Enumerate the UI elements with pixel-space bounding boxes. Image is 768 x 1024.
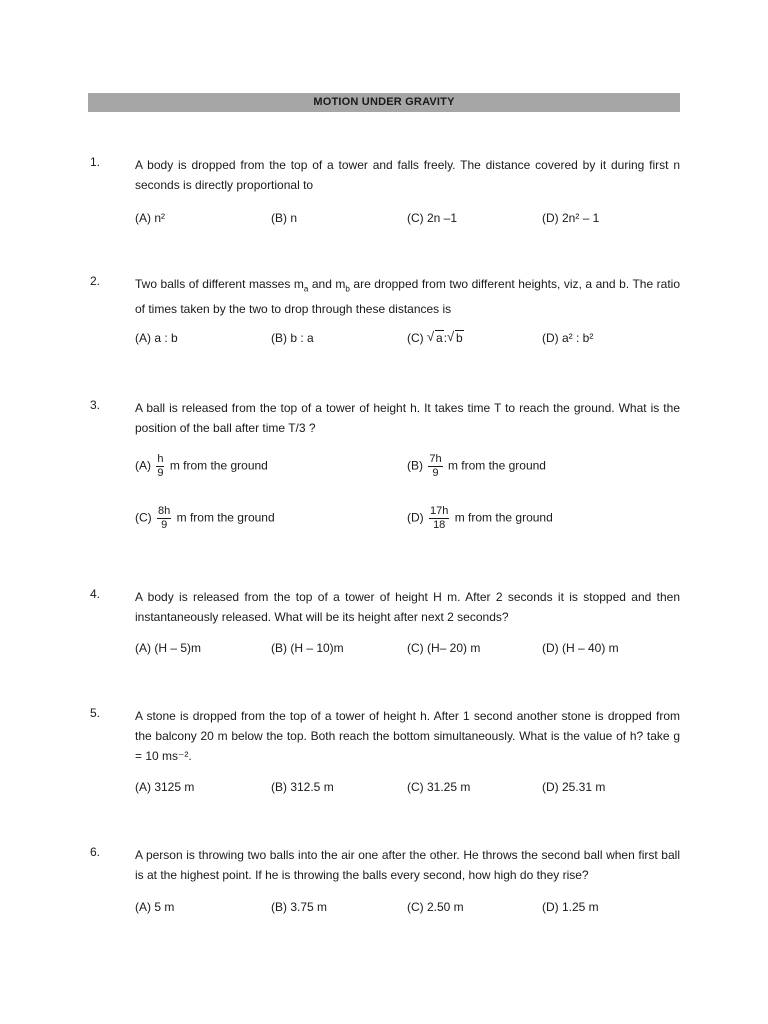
- section-title: MOTION UNDER GRAVITY: [88, 93, 680, 112]
- option-b: (B) b : a: [271, 331, 314, 345]
- question-text: Two balls of different masses $m_a$ and $m_b$ are dropped from two different heights, viz, a and b. The ratio of times taken by the two to drop through these distances is: [135, 277, 681, 317]
- option-a: (A) $\frac{h}{9}$ m from the ground: [135, 453, 268, 479]
- option-d: (D) a² : b²: [542, 331, 594, 345]
- option-a: (A) n²: [135, 211, 165, 225]
- option-c: (C) $\frac{8h}{9}$ m from the ground: [135, 505, 275, 531]
- option-a: (A) a : b: [135, 331, 178, 345]
- question-text: A ball is released from the top of a tower of height h. It takes time T to reach the ground. What is the position of the ball after time T/3 ?: [135, 401, 680, 435]
- question-text: A person is throwing two balls into the air one after the other. He throws the second ball when first ball is at the highest point. If he is throwing the balls every second, how high do they rise?: [135, 848, 680, 882]
- option-c: (C) 2.50 m: [407, 900, 464, 914]
- option-a: (A) 5 m: [135, 900, 175, 914]
- option-b: (B) n: [271, 211, 298, 225]
- option-d: (D) 2n² – 1: [542, 211, 600, 225]
- option-a: (A) (H – 5)m: [135, 641, 201, 655]
- question-text: A body is released from the top of a tower of height H m. After 2 seconds it is stopped and then instantaneously released. What will be its height after next 2 seconds?: [135, 590, 680, 624]
- question-number: 4.: [90, 587, 101, 601]
- option-d: (D) (H – 40) m: [542, 641, 619, 655]
- option-d: (D) 25.31 m: [542, 780, 606, 794]
- option-c: (C) (H– 20) m: [407, 641, 481, 655]
- option-b: (B) 312.5 m: [271, 780, 334, 794]
- question-number: 1.: [90, 155, 101, 169]
- option-a: (A) 3125 m: [135, 780, 195, 794]
- option-c: (C) 31.25 m: [407, 780, 471, 794]
- sqrt-b: √ b: [447, 329, 463, 345]
- option-b: (B) (H – 10)m: [271, 641, 344, 655]
- option-c: (C) √ a: √ b: [407, 329, 463, 345]
- option-b: (B) $\frac{7h}{9}$ m from the ground: [407, 453, 546, 479]
- option-d: (D) 1.25 m: [542, 900, 599, 914]
- option-c: (C) 2n –1: [407, 211, 458, 225]
- option-d: (D) $\frac{17h}{18}$ m from the ground: [407, 505, 553, 531]
- question-number: 2.: [90, 274, 101, 288]
- option-b: (B) 3.75 m: [271, 900, 328, 914]
- question-number: 6.: [90, 845, 101, 859]
- sqrt-a: √ a: [427, 329, 443, 345]
- fraction: $\frac{8h}{9}$: [158, 505, 171, 531]
- fraction: $\frac{17h}{18}$: [430, 505, 449, 531]
- question-text: A stone is dropped from the top of a tower of height h. After 1 second another stone is dropped from the balcony 20 m below the top. Both reach the bottom simultaneously. What is the value of h? take g = 10 ms⁻².: [135, 709, 680, 763]
- question-text: A body is dropped from the top of a tower and falls freely. The distance covered by it during first n seconds is directly proportional to: [135, 158, 680, 192]
- question-number: 3.: [90, 398, 101, 412]
- question-number: 5.: [90, 706, 101, 720]
- fraction: $\frac{7h}{9}$: [429, 453, 442, 479]
- fraction: $\frac{h}{9}$: [157, 453, 164, 479]
